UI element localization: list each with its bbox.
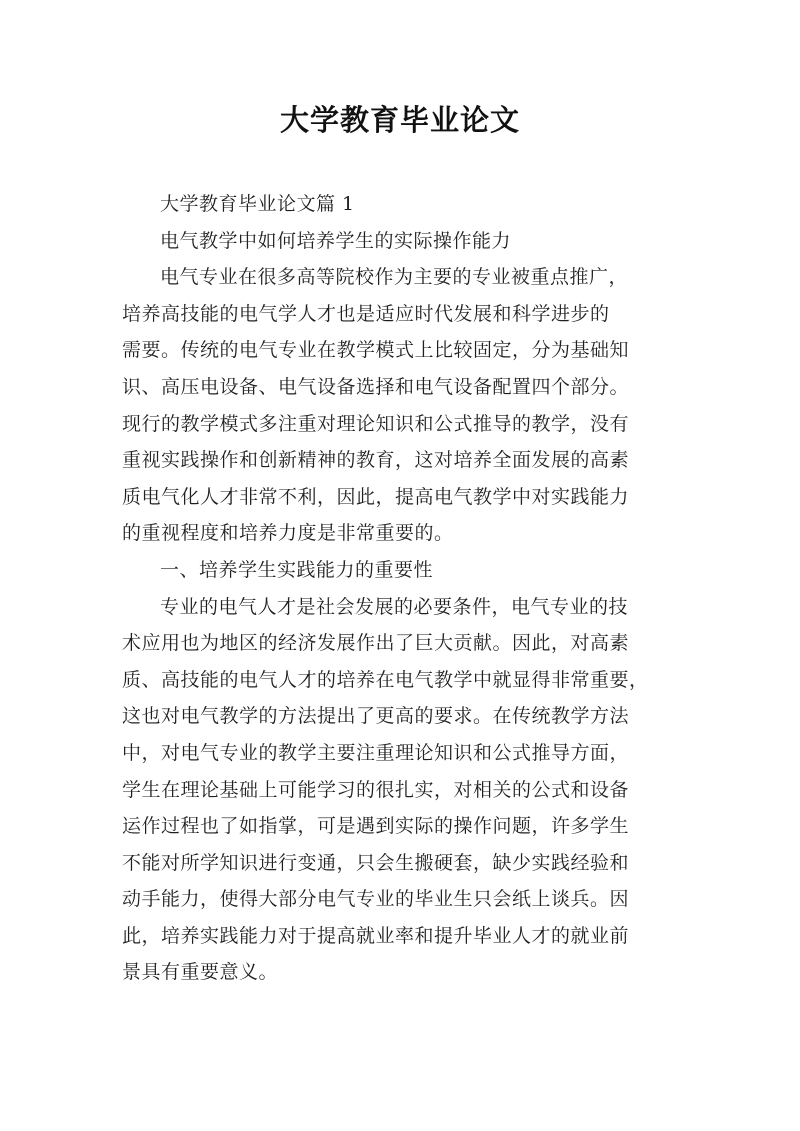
- text-line: 术应用也为地区的经济发展作出了巨大贡献。因此，对高素: [122, 632, 630, 655]
- text-line: 大学教育毕业论文篇 1: [160, 193, 355, 215]
- text-line: 重视实践操作和创新精神的教育，这对培养全面发展的高素: [122, 449, 630, 472]
- text-line: 培养高技能的电气学人才也是适应时代发展和科学进步的: [122, 302, 610, 325]
- text-line: 中，对电气专业的教学主要注重理论知识和公式推导方面，: [122, 741, 630, 764]
- text-line: 电气教学中如何培养学生的实际操作能力: [160, 229, 512, 252]
- text-line: 一、培养学生实践能力的重要性: [160, 558, 434, 581]
- text-line: 动手能力，使得大部分电气专业的毕业生只会纸上谈兵。因: [122, 888, 630, 911]
- text-line: 需要。传统的电气专业在教学模式上比较固定，分为基础知: [122, 339, 630, 362]
- text-line: 景具有重要意义。: [122, 961, 279, 984]
- text-line: 专业的电气人才是社会发展的必要条件，电气专业的技: [160, 595, 629, 618]
- text-line: 不能对所学知识进行变通，只会生搬硬套，缺少实践经验和: [122, 851, 630, 874]
- text-line: 运作过程也了如指掌，可是遇到实际的操作问题，许多学生: [122, 815, 630, 838]
- text-line: 质电气化人才非常不利，因此，提高电气教学中对实践能力: [122, 485, 630, 508]
- text-line: 现行的教学模式多注重对理论知识和公式推导的教学，没有: [122, 412, 630, 435]
- document-body: [122, 186, 682, 991]
- text-line: 此，培养实践能力对于提高就业率和提升毕业人才的就业前: [122, 924, 630, 947]
- text-line: 学生在理论基础上可能学习的很扎实，对相关的公式和设备: [122, 778, 630, 801]
- text-line: 的重视程度和培养力度是非常重要的。: [122, 522, 454, 545]
- text-line: 质、高技能的电气人才的培养在电气教学中就显得非常重要，: [122, 668, 649, 691]
- text-line: 电气专业在很多高等院校作为主要的专业被重点推广，: [160, 266, 629, 289]
- document-title: 大学教育毕业论文: [279, 103, 520, 137]
- text-line: 识、高压电设备、电气设备选择和电气设备配置四个部分。: [122, 375, 630, 398]
- text-line: 这也对电气教学的方法提出了更高的要求。在传统教学方法: [122, 705, 630, 728]
